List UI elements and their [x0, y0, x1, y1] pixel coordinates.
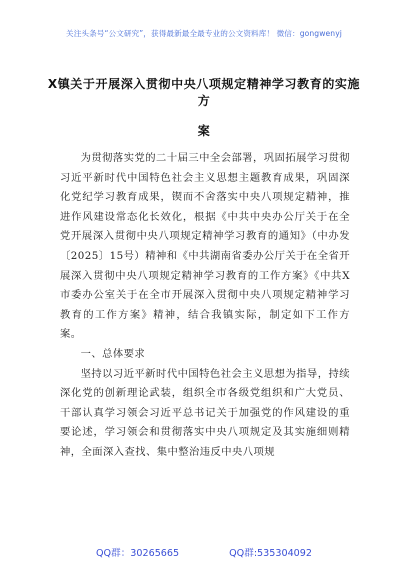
qq-group-1: QQ群：30265665	[96, 548, 180, 559]
section-heading: 一、总体要求	[80, 347, 146, 360]
promo-banner: 关注头条号“公文研究”，获得最新最全最专业的公文资料库！ 微信：gongwenyj	[66, 29, 342, 38]
section-paragraph: 坚持以习近平新时代中国特色社会主义思想为指导，持续深化党的创新理论武装，组织全市各级党组织和广大党员、干部认真学习领会习近平总书记关于加强党的作风建设的重要论述，学习领会和贯彻落实中央八项规定及其实施细则精神，全面深入查找、集中整治违反中央八项规	[60, 367, 350, 458]
document-title-continued: 案	[197, 124, 211, 138]
document-body	[60, 149, 350, 463]
qq-group-2: QQ群:535304092	[229, 548, 312, 559]
document-title: X镇关于开展深入贯彻中央八项规定精神学习教育的实施方	[47, 77, 361, 108]
intro-paragraph: 为贯彻落实党的二十届三中全会部署，巩固拓展学习贯彻习近平新时代中国特色社会主义思想主题教育成果，巩固深化党纪学习教育成果，锲而不舍落实中央八项规定精神，推进作风建设常态化长效化，根据《中共中央办公厅关于在全党开展深入贯彻中央八项规定精神学习教育的通知》（中办发〔2025〕15号）精神和《中共湖南省委办公厅关于在全省开展深入贯彻中央八项规定精神学习教育的工作方案》《中共X市委办公室关于在全市开展深入贯彻中央八项规定精神学习教育的工作方案》精神，结合我镇实际，制定如下工作方案。	[60, 152, 350, 341]
footer-contact	[0, 545, 408, 559]
